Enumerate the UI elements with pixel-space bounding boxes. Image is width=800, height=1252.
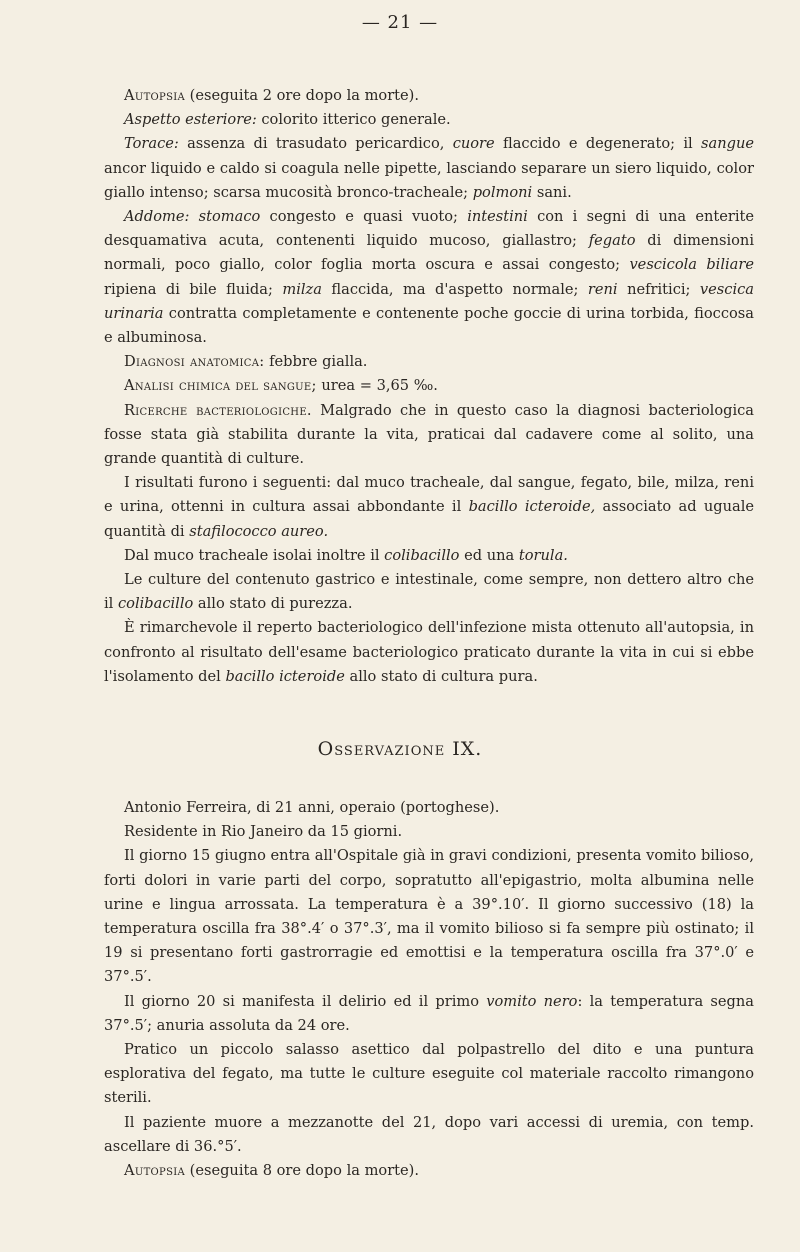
text-run: I risultati furono i seguenti: dal muco tracheale, dal sangue, fegato, bile, milza, reni e urina, ottenni in cultura assai abbondante il bbox=[104, 474, 754, 516]
italic-term: Torace: bbox=[124, 135, 179, 153]
text-run bbox=[189, 208, 198, 225]
text-run: associato ad uguale quantità di bbox=[104, 498, 755, 540]
italic-term: stafilococco aureo. bbox=[189, 522, 329, 540]
italic-term: intestini bbox=[467, 208, 528, 226]
small-caps-label: Autopsia bbox=[124, 87, 185, 104]
italic-term: colibacillo bbox=[384, 546, 460, 564]
text-run: Residente in Rio Janeiro da 15 giorni. bbox=[124, 823, 403, 841]
text-run: allo stato di purezza. bbox=[193, 595, 353, 613]
italic-term: bacillo icteroide, bbox=[468, 498, 596, 516]
text-run: contratta completamente e contenente poche goccie di urina torbida, fioccosa e albuminosa. bbox=[104, 304, 754, 347]
text-run: Dal muco tracheale isolai inoltre il bbox=[124, 546, 385, 564]
text-run: flaccida, ma d'aspetto normale; bbox=[321, 280, 588, 298]
text-run: flaccido e degenerato; il bbox=[494, 135, 702, 153]
italic-term: fegato bbox=[588, 232, 636, 250]
paragraph bbox=[104, 616, 754, 689]
small-caps-label: Diagnosi anatomica: bbox=[124, 353, 265, 371]
text-run: ancor liquido e caldo si coagula nelle pipette, lasciando separare un siero liquido, color giallo intenso; scarsa mucosità bronco-tracheale; bbox=[104, 159, 754, 201]
text-run: congesto e quasi vuoto; bbox=[260, 208, 468, 226]
paragraph bbox=[104, 1159, 754, 1183]
observation-ix-section bbox=[104, 796, 754, 1183]
text-run: Il giorno 20 si manifesta il delirio ed il primo bbox=[124, 992, 487, 1010]
paragraph bbox=[104, 108, 754, 132]
paragraph bbox=[104, 205, 754, 350]
paragraph bbox=[104, 544, 754, 568]
italic-term: bacillo icteroide bbox=[225, 667, 345, 685]
italic-term: vescica urinaria bbox=[104, 280, 755, 322]
paragraph bbox=[104, 796, 754, 820]
text-run: Malgrado che in questo caso la diagnosi bacteriologica fosse stata già stabilita durante la vita, praticai dal cadavere come al solito, una grande quantità di culture. bbox=[104, 401, 754, 468]
paragraph bbox=[104, 374, 754, 398]
paragraph bbox=[104, 1111, 754, 1159]
italic-term: cuore bbox=[452, 135, 495, 153]
paragraph bbox=[104, 84, 754, 108]
italic-term: torula. bbox=[518, 546, 568, 564]
italic-term: Addome: bbox=[124, 208, 190, 226]
page-number: — 21 — bbox=[361, 12, 439, 33]
paragraph bbox=[104, 990, 754, 1038]
italic-term: vomito nero bbox=[486, 992, 578, 1010]
text-run: Le culture del contenuto gastrico e intestinale, come sempre, non dettero altro che il bbox=[104, 571, 754, 613]
italic-term: vescicola biliare bbox=[629, 256, 754, 274]
text-run: ed una bbox=[459, 546, 519, 564]
text-run: Pratico un piccolo salasso asettico dal polpastrello del dito e una puntura esplorativa del fegato, ma tutte le culture eseguite col materiale raccolto rimangono sterili. bbox=[104, 1041, 754, 1107]
text-run: colorito itterico generale. bbox=[256, 111, 451, 129]
italic-term: colibacillo bbox=[117, 595, 194, 613]
text-run: Il giorno 15 giugno entra all'Ospitale già in gravi condizioni, presenta vomito bilioso, forti dolori in varie parti del corpo, sopratutto all'epigastrio, molta albumina nelle urine e lingua arrossata. La temperatura è a 39°.10′. Il giorno successivo (18) la temperatura oscilla fra 38°.4′ o 37°.3′, ma il vomito bilioso si fa sempre più ostinato; il 19 si presentano forti gastrorragie ed emottisi e la temperatura oscilla fra 37°.0′ e 37°.5′. bbox=[104, 847, 754, 986]
text-run: allo stato di cultura pura. bbox=[344, 667, 538, 685]
text-run: assenza di trasudato pericardico, bbox=[178, 135, 453, 153]
italic-term: milza bbox=[282, 280, 322, 298]
text-run: urea = 3,65 ‰. bbox=[316, 377, 438, 395]
text-run: sani. bbox=[532, 183, 572, 201]
small-caps-label: Analisi chimica del sangue; bbox=[124, 377, 317, 395]
paragraph bbox=[104, 1038, 754, 1111]
text-run: ripiena di bile fluida; bbox=[104, 280, 283, 298]
italic-term: reni bbox=[587, 280, 618, 298]
small-caps-label: Autopsia bbox=[124, 1162, 185, 1180]
paragraph bbox=[104, 820, 754, 844]
italic-term: polmoni bbox=[472, 183, 533, 201]
text-run: : la temperatura segna 37°.5′; anuria assoluta da 24 ore. bbox=[104, 992, 754, 1034]
text-run: Antonio Ferreira, di 21 anni, operaio (portoghese). bbox=[124, 799, 500, 816]
text-run: con i segni di una enterite desquamativa acuta, contenenti liquido mucoso, giallastro; bbox=[104, 208, 755, 250]
text-run: È rimarchevole il reperto bacteriologico dell'infezione mista ottenuto all'autopsia, in confronto al risultato dell'esame bacteriologico praticato durante la vita in cui si ebbe l'isolamento del bbox=[104, 619, 754, 685]
autopsy-report-section bbox=[104, 84, 754, 689]
paragraph bbox=[104, 568, 754, 616]
paragraph bbox=[104, 844, 754, 989]
paragraph bbox=[104, 350, 754, 374]
italic-term: sangue bbox=[701, 135, 754, 153]
text-run: nefritici; bbox=[617, 280, 700, 298]
small-caps-label: Ricerche bacteriologiche. bbox=[124, 401, 312, 419]
italic-term: stomaco bbox=[198, 208, 261, 226]
text-run: Il paziente muore a mezzanotte del 21, dopo vari accessi di uremia, con temp. ascellare di 36.°5′. bbox=[104, 1113, 754, 1155]
text-run: di dimensioni normali, poco giallo, color foglia morta oscura e assai congesto; bbox=[104, 232, 754, 274]
text-run: febbre gialla. bbox=[264, 353, 368, 371]
paragraph bbox=[104, 471, 754, 544]
paragraph bbox=[104, 132, 754, 205]
section-heading: Osservazione IX. bbox=[317, 738, 483, 760]
text-run: (eseguita 8 ore dopo la morte). bbox=[185, 1162, 420, 1180]
paragraph bbox=[104, 399, 754, 472]
text-run: (eseguita 2 ore dopo la morte). bbox=[185, 87, 420, 104]
italic-term: Aspetto esteriore: bbox=[124, 111, 257, 129]
